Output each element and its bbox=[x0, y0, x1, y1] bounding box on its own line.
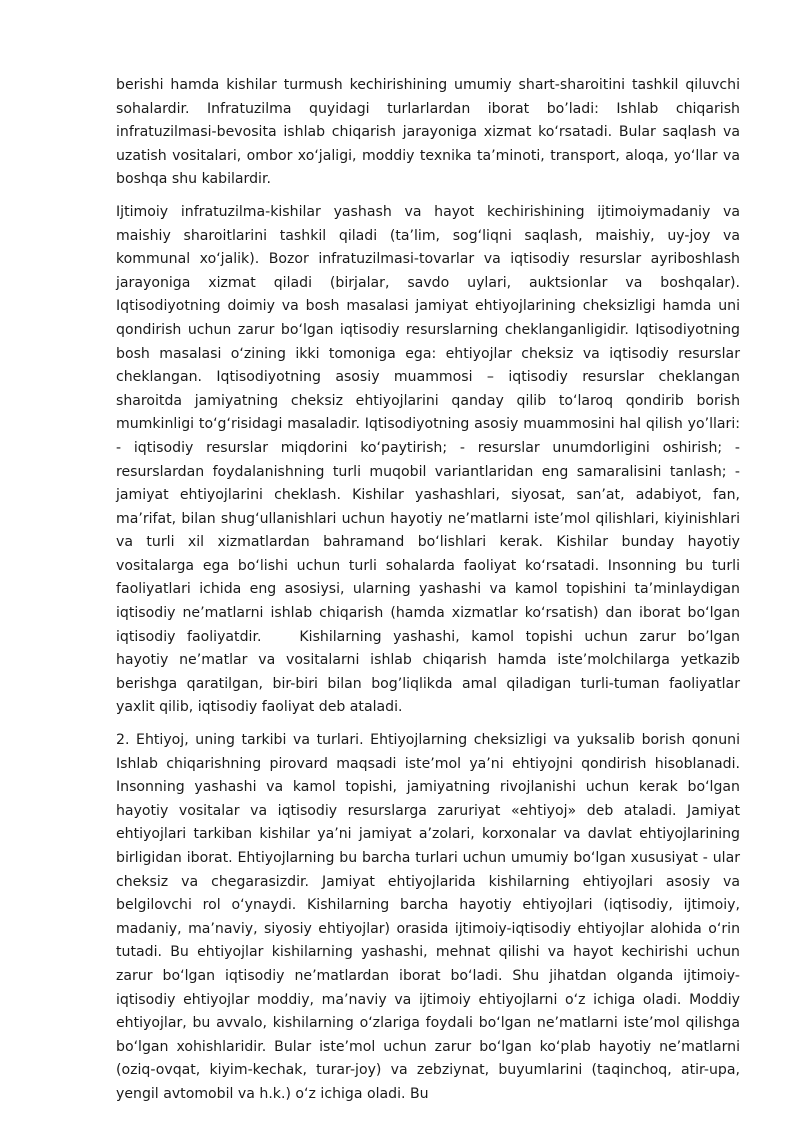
paragraph-needs-section: 2. Ehtiyoj, uning tarkibi va turlari. Ehtiyojlarning cheksizligi va yuksalib borish qonuni Ishlab chiqarishning pirovard maqsadi iste’mol ya’ni ehtiyojni qondirish hisoblanadi. Insonning yashashi va kamol topishi, jamiyatning rivojlanishi uchun kerak bo‘lgan hayotiy vositalar va iqtisodiy resurslarga zaruriyat «ehtiyoj» deb ataladi. Jamiyat ehtiyojlari tarkiban kishilar ya’ni jamiyat a’zolari, korxonalar va davlat ehtiyojlarining birligidan iborat. Ehtiyojlarning bu barcha turlari uchun umumiy bo‘lgan xususiyat - ular cheksiz va chegarasizdir. Jamiyat ehtiyojlarida kishilarning ehtiyojlari asosiy va belgilovchi rol o‘ynaydi. Kishilarning barcha hayotiy ehtiyojlari (iqtisodiy, ijtimoiy, madaniy, ma’naviy, siyosiy ehtiyojlar) orasida ijtimoiy-iqtisodiy ehtiyojlar alohida o‘rin tutadi. Bu ehtiyojlar kishilarning yashashi, mehnat qilishi va hayot kechirishi uchun zarur bo‘lgan iqtisodiy ne’matlardan iborat bo‘ladi. Shu jihatdan olganda ijtimoiy-iqtisodiy ehtiyojlar moddiy, ma’naviy va ijtimoiy ehtiyojlarni o‘z ichiga oladi. Moddiy ehtiyojlar, bu avvalo, kishilarning o‘zlariga foydali bo‘lgan ne’matlarni iste’mol qilishga bo‘lgan xohishlaridir. Bular iste’mol uchun zarur bo‘lgan ko‘plab hayotiy ne’matlarni (oziq-ovqat, kiyim-kechak, turar-joy) va zebziynat, buyumlarini (taqinchoq, atir-upa, yengil avtomobil va h.k.) o‘z ichiga oladi. Bu bbox=[116, 732, 740, 1102]
paragraph-text-definition: Kishilarning yashashi, kamol topishi uchun zarur bo’lgan hayotiy ne’matlar va vositalarni ishlab chiqarish hamda iste’molchilarga yetkazib berishga qaratilgan, bir-biri bilan bog’liqlikda amal qiladigan turli-tuman faoliyatlar yaxlit qilib, iqtisodiy faoliyat deb ataladi. bbox=[116, 628, 740, 716]
paragraph-infrastructure-intro: berishi hamda kishilar turmush kechirishining umumiy shart-sharoitini tashkil qiluvchi sohalardir. Infratuzilma quyidagi turlarlardan iborat bo’ladi: Ishlab chiqarish infratuzilmasi-bevosita ishlab chiqarish jarayoniga xizmat ko‘rsatadi. Bular saqlash va uzatish vositalari, ombor xo‘jaligi, moddiy texnika ta’minoti, transport, aloqa, yo‘llar va boshqa shu kabilardir. bbox=[116, 77, 740, 188]
paragraph-text-main: Ijtimoiy infratuzilma-kishilar yashash va hayot kechirishining ijtimoiymadaniy va maishiy sharoitlarini tashkil qiladi (ta’lim, sog‘liqni saqlash, maishiy, uy-joy va kommunal xo‘jalik). Bozor infratuzilmasi-tovarlar va iqtisodiy resurslar ayriboshlash jarayoniga xizmat qiladi (birjalar, savdo uylari, auktsionlar va boshqalar). Iqtisodiyotning doimiy va bosh masalasi jamiyat ehtiyojlarining cheksizligi hamda uni qondirish uchun zarur bo‘lgan iqtisodiy resurslarning cheklanganligidir. Iqtisodiyotning bosh masalasi o‘zining ikki tomoniga ega: ehtiyojlar cheksiz va iqtisodiy resurslar cheklangan. Iqtisodiyotning asosiy muammosi – iqtisodiy resurslar cheklangan sharoitda jamiyatning cheksiz ehtiyojlarini qanday qilib to‘laroq qondirib borish mumkinligi to‘g‘risidagi masaladir. Iqtisodiyotning asosiy muammosini hal qilish yo’llari: - iqtisodiy resurslar miqdorini ko‘paytirish; - resurslar unumdorligini oshirish; - resurslardan foydalanishning turli muqobil variantlaridan eng samaralisini tanlash; - jamiyat ehtiyojlarini cheklash. Kishilar yashashlari, siyosat, san’at, adabiyot, fan, ma’rifat, bilan shug‘ullanishlari uchun hayotiy ne’matlarni iste’mol qilishlari, kiyinishlari va turli xil xizmatlardan bahramand bo‘lishlari kerak. Kishilar bunday hayotiy vositalarga ega bo‘lishi uchun turli sohalarda faoliyat ko‘rsatadi. Insonning bu turli faoliyatlari ichida eng asosiysi, ularning yashashi va kamol topishini ta’minlaydigan iqtisodiy ne’matlarni ishlab chiqarish (hamda xizmatlar ko‘rsatish) dan iborat bo‘lgan iqtisodiy faoliyatdir. bbox=[116, 203, 740, 645]
paragraph-social-infrastructure bbox=[116, 201, 740, 720]
